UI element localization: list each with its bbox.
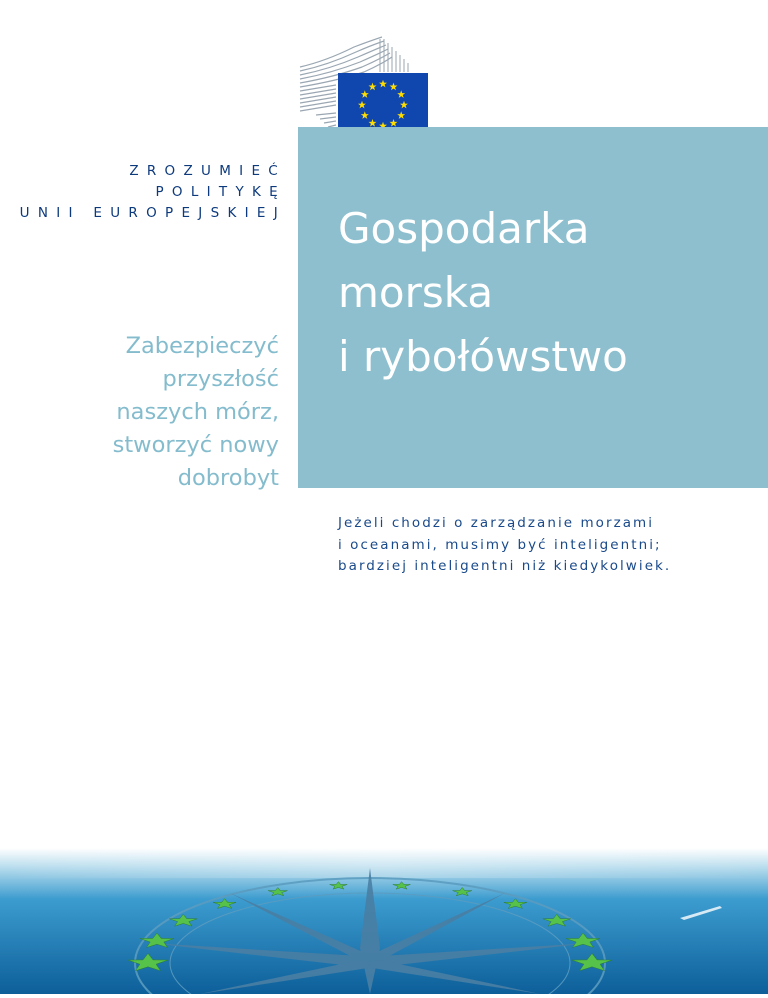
subtitle-line3: naszych mórz, [116,399,279,425]
subtitle-line5: dobrobyt [177,465,279,491]
intro-text [338,513,671,578]
title-line3: i rybołówstwo [338,332,628,381]
eu-star-icon [369,119,377,127]
series-line2: POLITYKĘ [155,184,286,200]
page-title [338,197,628,389]
subtitle-line2: przyszłość [162,366,279,392]
eu-star-icon [358,101,366,109]
subtitle-line4: stworzyć nowy [112,432,279,458]
series-line3: UNII EUROPEJSKIEJ [19,205,286,221]
series-line1: ZROZUMIEĆ [129,163,286,179]
eu-star-icon [397,90,405,98]
intro-line3: bardziej inteligentni niż kiedykolwiek. [338,558,672,574]
subtitle-line1: Zabezpieczyć [125,333,279,359]
eu-star-icon [379,80,387,88]
eu-star-icon [397,111,405,119]
eu-star-icon [361,90,369,98]
intro-line1: Jeżeli chodzi o zarządzanie morzami [338,515,655,531]
series-label [19,161,286,224]
subtitle [113,330,279,495]
sea-compass-rose-image [0,848,768,994]
intro-line2: i oceanami, musimy być inteligentni; [338,536,662,553]
title-line1: Gospodarka [338,204,590,253]
eu-star-icon [400,101,408,109]
eu-star-icon [369,83,377,91]
eu-star-icon [361,111,369,119]
eu-star-icon [390,119,398,127]
eu-star-icon [390,83,398,91]
title-line2: morska [338,268,494,317]
